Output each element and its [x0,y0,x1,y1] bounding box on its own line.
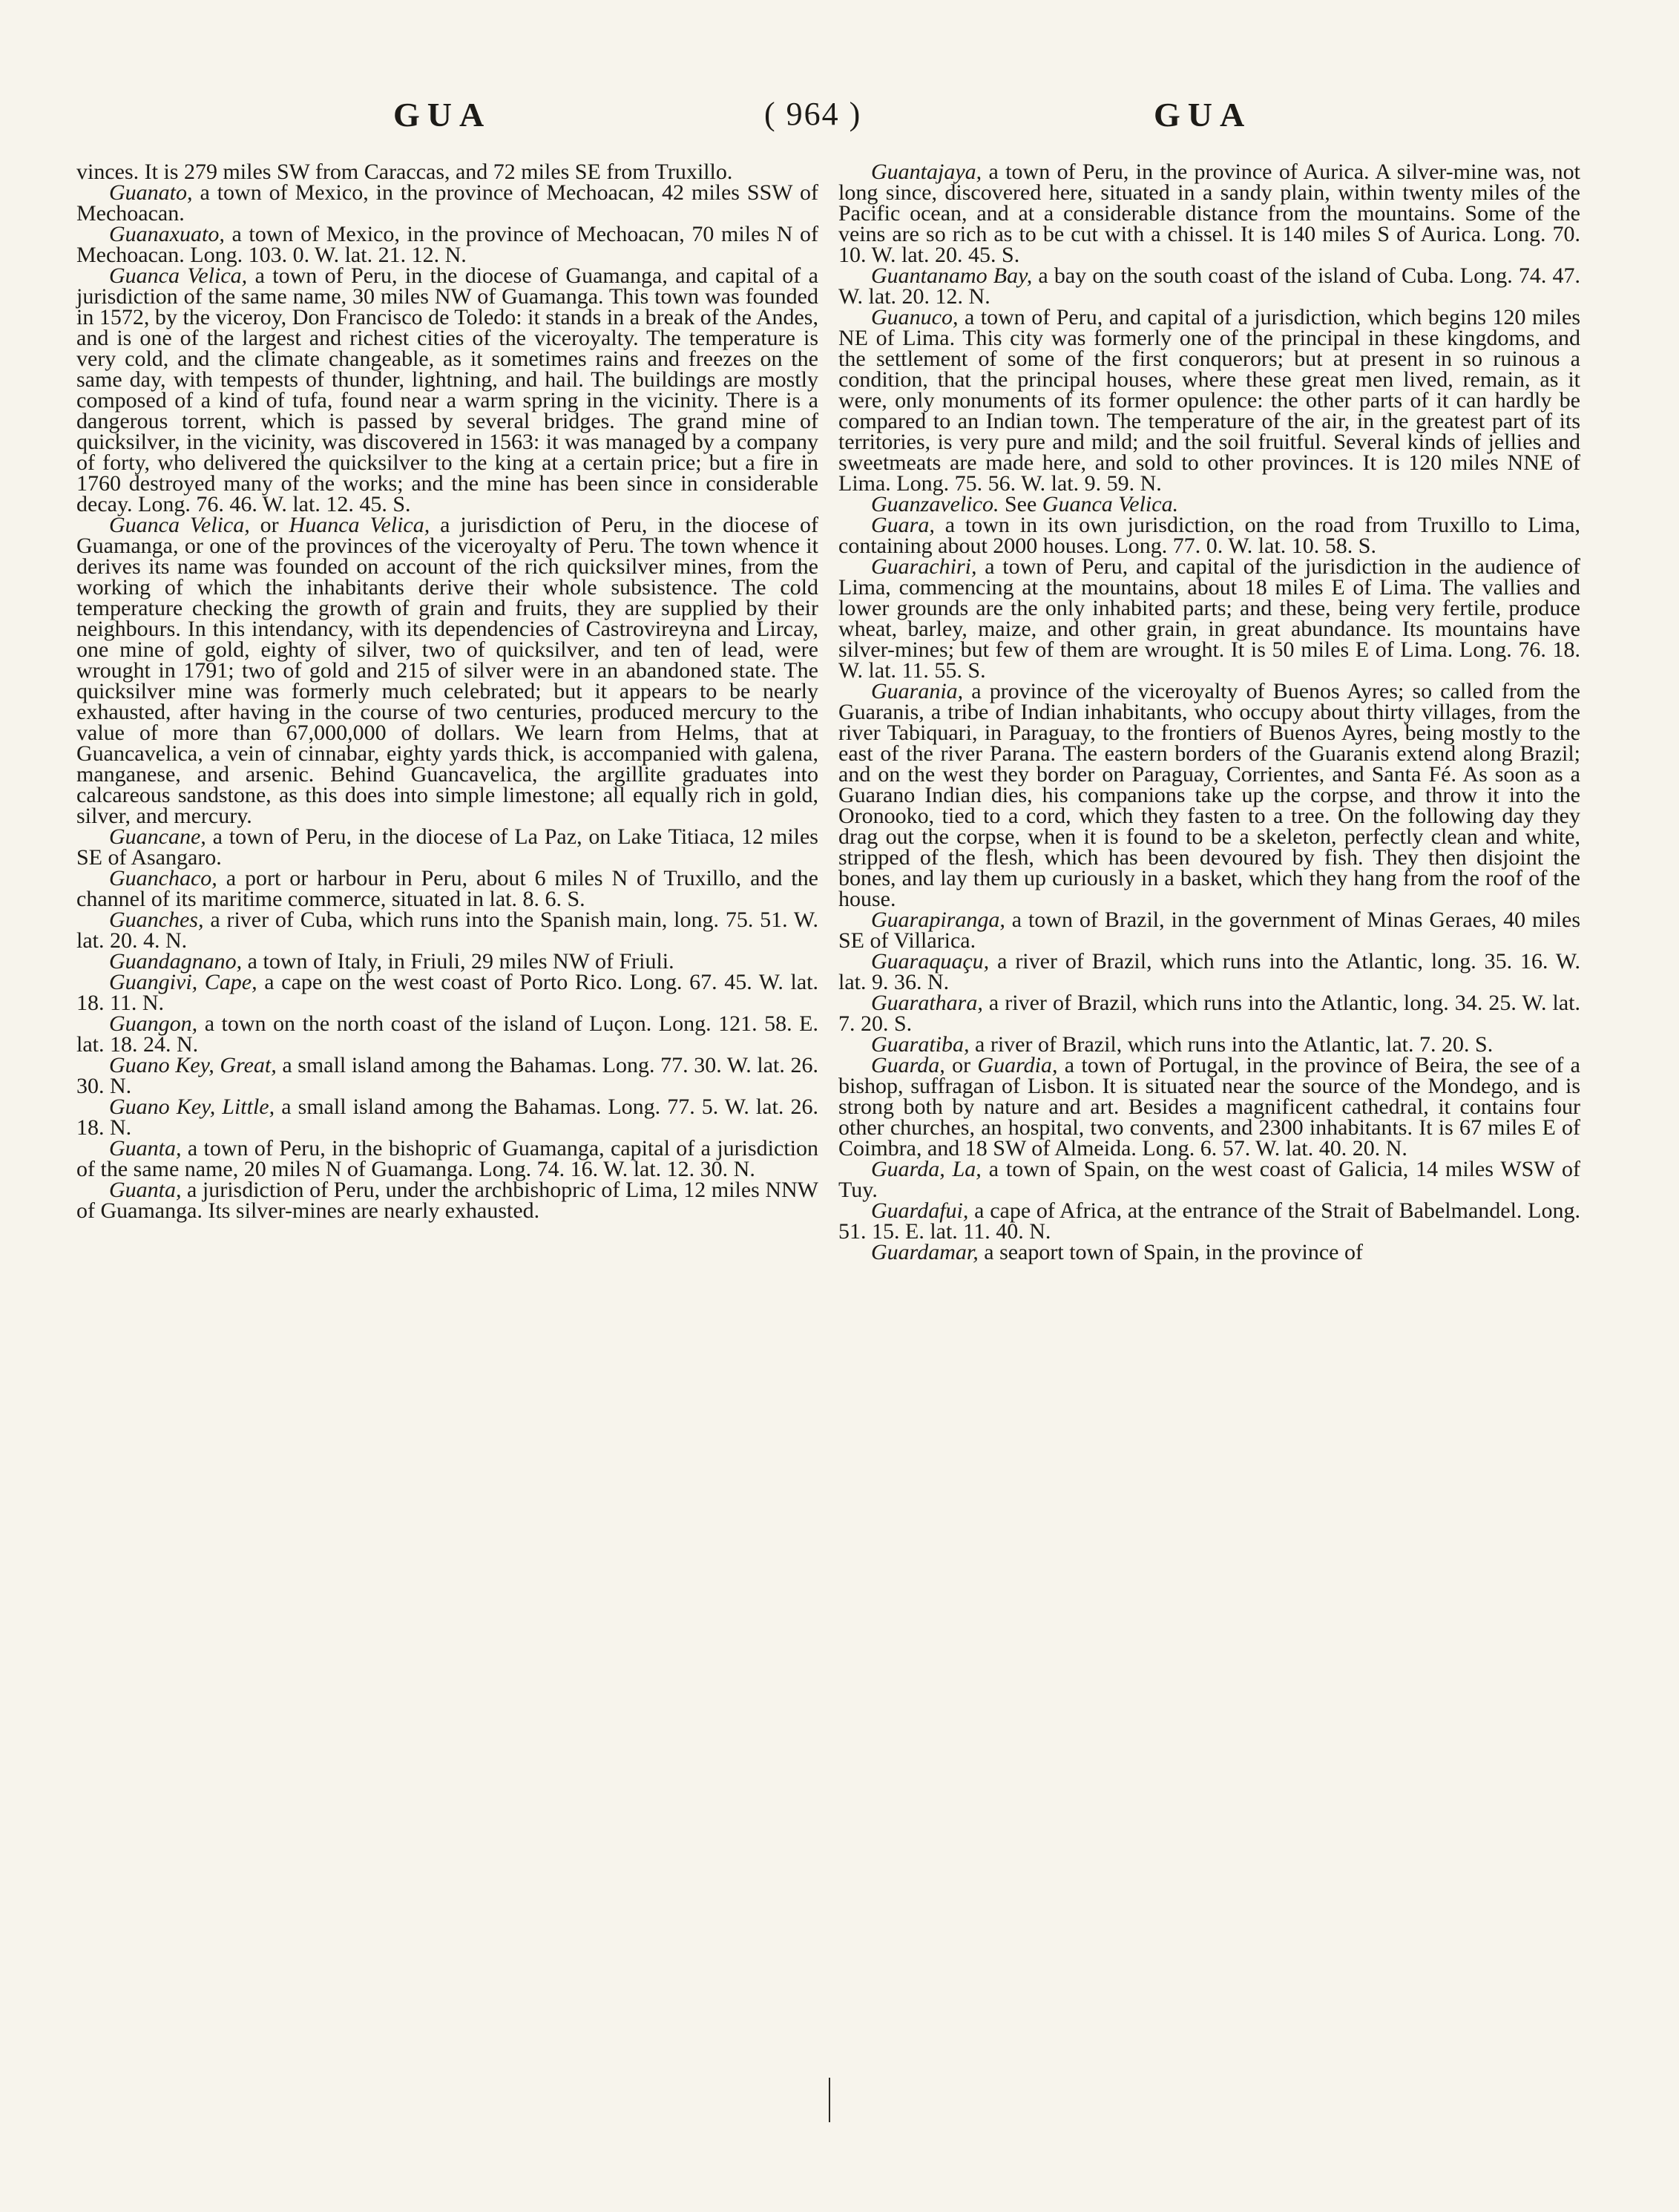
gazetteer-entry [76,1055,818,1097]
gazetteer-entry [838,1198,1580,1244]
entry-term: Guanchaco, [109,866,217,890]
entry-term-alt: Guanca Velica. [1042,492,1179,516]
entry-term: Guantajaya, [871,160,982,184]
entry-term-alt: Huanca Velica, [289,513,430,537]
gazetteer-entry [838,1242,1580,1263]
gazetteer-entry [76,162,818,183]
entry-text: a jurisdiction of Peru, in the diocese of Guamanga, or one of the provinces of the viceroyalty of Peru. The town whence it derives its name was founded on account of the rich quicksilver mines, from the working of which the inhabitants derive their whole subsistence. The cold temperature checking the growth of grain and fruits, they are supplied by their neighbours. In this intendancy, with its dependencies of Castrovireyna and Lircay, one mine of gold, eighty of silver, two of quicksilver, and ten of lead, were wrought in 1791; two of gold and 215 of silver were in an abandoned state. The quicksilver mine was formerly much celebrated; but it appears to be nearly exhausted, after having in the course of two centuries, produced mercury to the value of more than 67,000,000 of dollars. We learn from Helms, that at Guancavelica, a vein of cinnabar, eighty yards thick, is accompanied with galena, manganese, and arsenic. Behind Guancavelica, the argillite graduates into calcareous sandstone, as this does into simple limestone; all equally rich in gold, silver, and mercury. [76,513,818,828]
entry-term: Guardafui, [871,1198,969,1223]
entry-text: a town of Peru, in the bishopric of Guamanga, capital of a jurisdiction of the same name, 20 miles N of Guamanga. Long. 74. 16. W. lat. 12. 30. N. [76,1136,818,1181]
gazetteer-entry [838,494,1580,515]
entry-text: a town of Portugal, in the province of Beira, the see of a bishop, suffragan of Lisbon. It is situated near the source of the Mondego, and is strong both by nature and art. Besides a magnificent cathedral, it contains four other churches, an hospital, two convents, and 2300 inhabitants. It is 67 miles E of Coimbra, and 18 SW of Almeida. Long. 6. 57. W. lat. 40. 20. N. [838,1053,1580,1161]
gazetteer-entry [838,307,1580,494]
gazetteer-entry [838,515,1580,557]
gazetteer-entry [76,263,818,516]
gazetteer-entry [76,972,818,1014]
entry-term: Guanca Velica, [109,263,248,288]
page-number: ( 964 ) [764,96,862,132]
entry-term: Guarda, [871,1053,945,1077]
entry-term: Guanta, [109,1178,182,1202]
running-head-left: GUA [393,96,492,134]
gazetteer-entry [838,1055,1580,1159]
entry-text: a town of Peru, in the diocese of Guamanga, and capital of a jurisdiction of the same name, 30 miles NW of Guamanga. This town was founded in 1572, by the viceroy, Don Francisco de Toledo: it stands in a break of the Andes, and is one of the largest and richest cities of the viceroyalty. The temperature is very cold, and the climate changeable, as it sometimes rains and freezes on the same day, with tempests of thunder, lightning, and hail. The buildings are mostly composed of a kind of tufa, found near a warm spring in the vicinity. There is a dangerous torrent, which is passed by several bridges. The grand mine of quicksilver, in the vicinity, was discovered in 1563: it was managed by a company of forty, who delivered the quicksilver to the king at a certain price; but a fire in 1760 destroyed many of the works; and the mine has been since in considerable decay. Long. 76. 46. W. lat. 12. 45. S. [76,263,818,516]
left-column [76,162,818,1221]
entry-text: a port or harbour in Peru, about 6 miles N of Truxillo, and the channel of its maritime commerce, situated in lat. 8. 6. S. [76,866,818,911]
gazetteer-entry [838,910,1580,951]
entry-text: a town in its own jurisdiction, on the road from Truxillo to Lima, containing about 2000 houses. Long. 77. 0. W. lat. 10. 58. S. [838,513,1580,558]
gazetteer-entry [76,224,818,266]
entry-term: Guanaxuato, [109,222,225,246]
gazetteer-entry [838,263,1581,309]
entry-text: a jurisdiction of Peru, under the archbishopric of Lima, 12 miles NNW of Guamanga. Its silver-mines are nearly exhausted. [76,1178,818,1223]
gazetteer-entry [76,951,818,972]
entry-text: a town of Peru, and capital of the jurisdiction in the audience of Lima, commencing at the mountains, about 18 miles E of Lima. The vallies and lower grounds are the only inhabited parts; and these, being very fertile, produce wheat, barley, maize, and other grain, in great abundance. Its mountains have silver-mines; but few of them are wrought. It is 50 miles E of Lima. Long. 76. 18. W. lat. 11. 55. S. [838,554,1580,683]
gazetteer-entry [838,162,1580,266]
entry-term: Guano Key, Great, [109,1053,277,1077]
entry-term: Guanuco, [871,305,959,329]
entry-text: a bay on the south coast of the island of Cuba. Long. 74. 47. W. lat. 20. 12. N. [838,263,1581,309]
entry-text: a town of Mexico, in the province of Mechoacan, 70 miles N of Mechoacan. Long. 103. 0. W. lat. 21. 12. N. [76,222,818,267]
entry-text: a town of Italy, in Friuli, 29 miles NW of Friuli. [242,949,674,974]
entry-term: Guanches, [109,908,204,932]
entry-term: Guanta, [109,1136,182,1161]
column-rule [829,2078,830,2122]
gazetteer-entry [76,1138,818,1180]
entry-text: a river of Cuba, which runs into the Spanish main, long. 75. 51. W. lat. 20. 4. N. [76,908,818,953]
gazetteer-entry [76,1011,818,1057]
gazetteer-entry [838,554,1580,683]
gazetteer-entry [838,993,1580,1034]
gazetteer-entry [838,1034,1580,1055]
gazetteer-entry [838,681,1580,910]
entry-term: Guancane, [109,824,206,849]
gazetteer-entry [76,1180,818,1221]
entry-connector: or [249,513,289,537]
running-head-right: GUA [1154,96,1252,134]
entry-text: a town of Peru, in the province of Aurica. A silver-mine was, not long since, discovered here, situated in a sandy plain, within twenty miles of the Pacific ocean, and at a considerable distance from the mountains. Some of the veins are so rich as to be cut with a chissel. It is 140 miles S of Aurica. Long. 70. 10. W. lat. 20. 45. S. [838,160,1580,267]
right-column [838,162,1580,1263]
entry-term: Guano Key, Little, [109,1094,275,1119]
entry-term: Guaratiba, [871,1032,970,1057]
entry-text: a river of Brazil, which runs into the Atlantic, long. 34. 25. W. lat. 7. 20. S. [838,991,1580,1036]
entry-text: a town of Spain, on the west coast of Galicia, 14 miles WSW of Tuy. [838,1157,1580,1202]
entry-text: a town of Peru, and capital of a jurisdiction, which begins 120 miles NE of Lima. This city was formerly one of the principal in these kingdoms, and the settlement of some of the first conquerors; but at present in so ruinous a condition, that the principal houses, where these great men lived, remain, as it were, only monuments of its former opulence: the other parts of it can hardly be compared to an Indian town. The temperature of the air, in the greatest part of its territories, is very pure and mild; and the soil fruitful. Several kinds of jellies and sweetmeats are made here, and sold to other provinces. It is 120 miles NNE of Lima. Long. 75. 56. W. lat. 9. 59. N. [838,305,1580,496]
entry-term: Guandagnano, [109,949,243,974]
entry-text: a small island among the Bahamas. Long. 77. 5. W. lat. 26. 18. N. [76,1094,818,1140]
entry-term: Guarachiri, [871,554,977,579]
gazetteer-entry [76,824,818,870]
entry-connector: See [999,492,1042,516]
gazetteer-entry [76,180,818,226]
entry-term: Guanato, [109,180,193,205]
entry-text: a town of Mexico, in the province of Mechoacan, 42 miles SSW of Mechoacan. [76,180,818,226]
page-header [74,95,1605,147]
entry-term: Guanca Velica, [109,513,250,537]
entry-text: a town of Peru, in the diocese of La Paz, on Lake Titiaca, 12 miles SE of Asangaro. [76,824,818,870]
entry-term: Guangivi, Cape, [109,970,257,994]
entry-text: a river of Brazil, which runs into the Atlantic, lat. 7. 20. S. [969,1032,1494,1057]
entry-text: a small island among the Bahamas. Long. 77. 30. W. lat. 26. 30. N. [76,1053,818,1098]
entry-text: a town of Brazil, in the government of Minas Geraes, 40 miles SE of Villarica. [838,908,1580,953]
entry-term: Guardamar, [871,1240,979,1264]
entry-term: Guarathara, [871,991,983,1015]
entry-term: Guarapiranga, [871,908,1005,932]
entry-term: Guarda, La, [871,1157,982,1181]
entry-term-alt: Guardia, [977,1053,1058,1077]
entry-text: a river of Brazil, which runs into the Atlantic, long. 35. 16. W. lat. 9. 36. N. [838,949,1580,994]
gazetteer-entry [76,515,818,827]
entry-text: a town on the north coast of the island of Luçon. Long. 121. 58. E. lat. 18. 24. N. [76,1011,818,1057]
entry-connector: or [944,1053,978,1077]
entry-term: Guangon, [109,1011,198,1036]
entry-text: a cape on the west coast of Porto Rico. Long. 67. 45. W. lat. 18. 11. N. [76,970,818,1015]
gazetteer-entry [76,910,818,951]
gazetteer-entry [76,868,818,910]
gazetteer-entry [838,1159,1580,1201]
entry-term: Guarania, [871,679,964,703]
entry-term: Guaraquaçu, [871,949,990,974]
entry-term: Guanzavelico. [871,492,999,516]
entry-text: a province of the viceroyalty of Buenos Ayres; so called from the Guaranis, a tribe of Indian inhabitants, who occupy about thirty villages, from the river Tabiquari, in Paraguay, to the frontiers of Buenos Ayres, being mostly to the east of the river Parana. The eastern borders of the Guaranis extend along Brazil; and on the west they border on Paraguay, Corrientes, and Santa Fé. As soon as a Guarano Indian dies, his companions take up the corpse, and throw it into the Oronooko, tied to a cord, which they fasten to a tree. On the following day they drag out the corpse, when it is found to be a skeleton, perfectly clean and white, stripped of the flesh, which has been devoured by fish. They then disjoint the bones, and lay them up curiously in a basket, which they hang from the roof of the house. [838,679,1580,911]
entry-text: a cape of Africa, at the entrance of the Strait of Babelmandel. Long. 51. 15. E. lat. 11. 40. N. [838,1198,1580,1244]
entry-term: Guara, [871,513,935,537]
entry-term: Guantanamo Bay, [871,263,1033,288]
gazetteer-entry [838,951,1580,993]
entry-text: vinces. It is 279 miles SW from Caraccas, and 72 miles SE from Truxillo. [76,160,733,184]
gazetteer-entry [76,1094,818,1140]
entry-text: a seaport town of Spain, in the province of [978,1240,1363,1264]
